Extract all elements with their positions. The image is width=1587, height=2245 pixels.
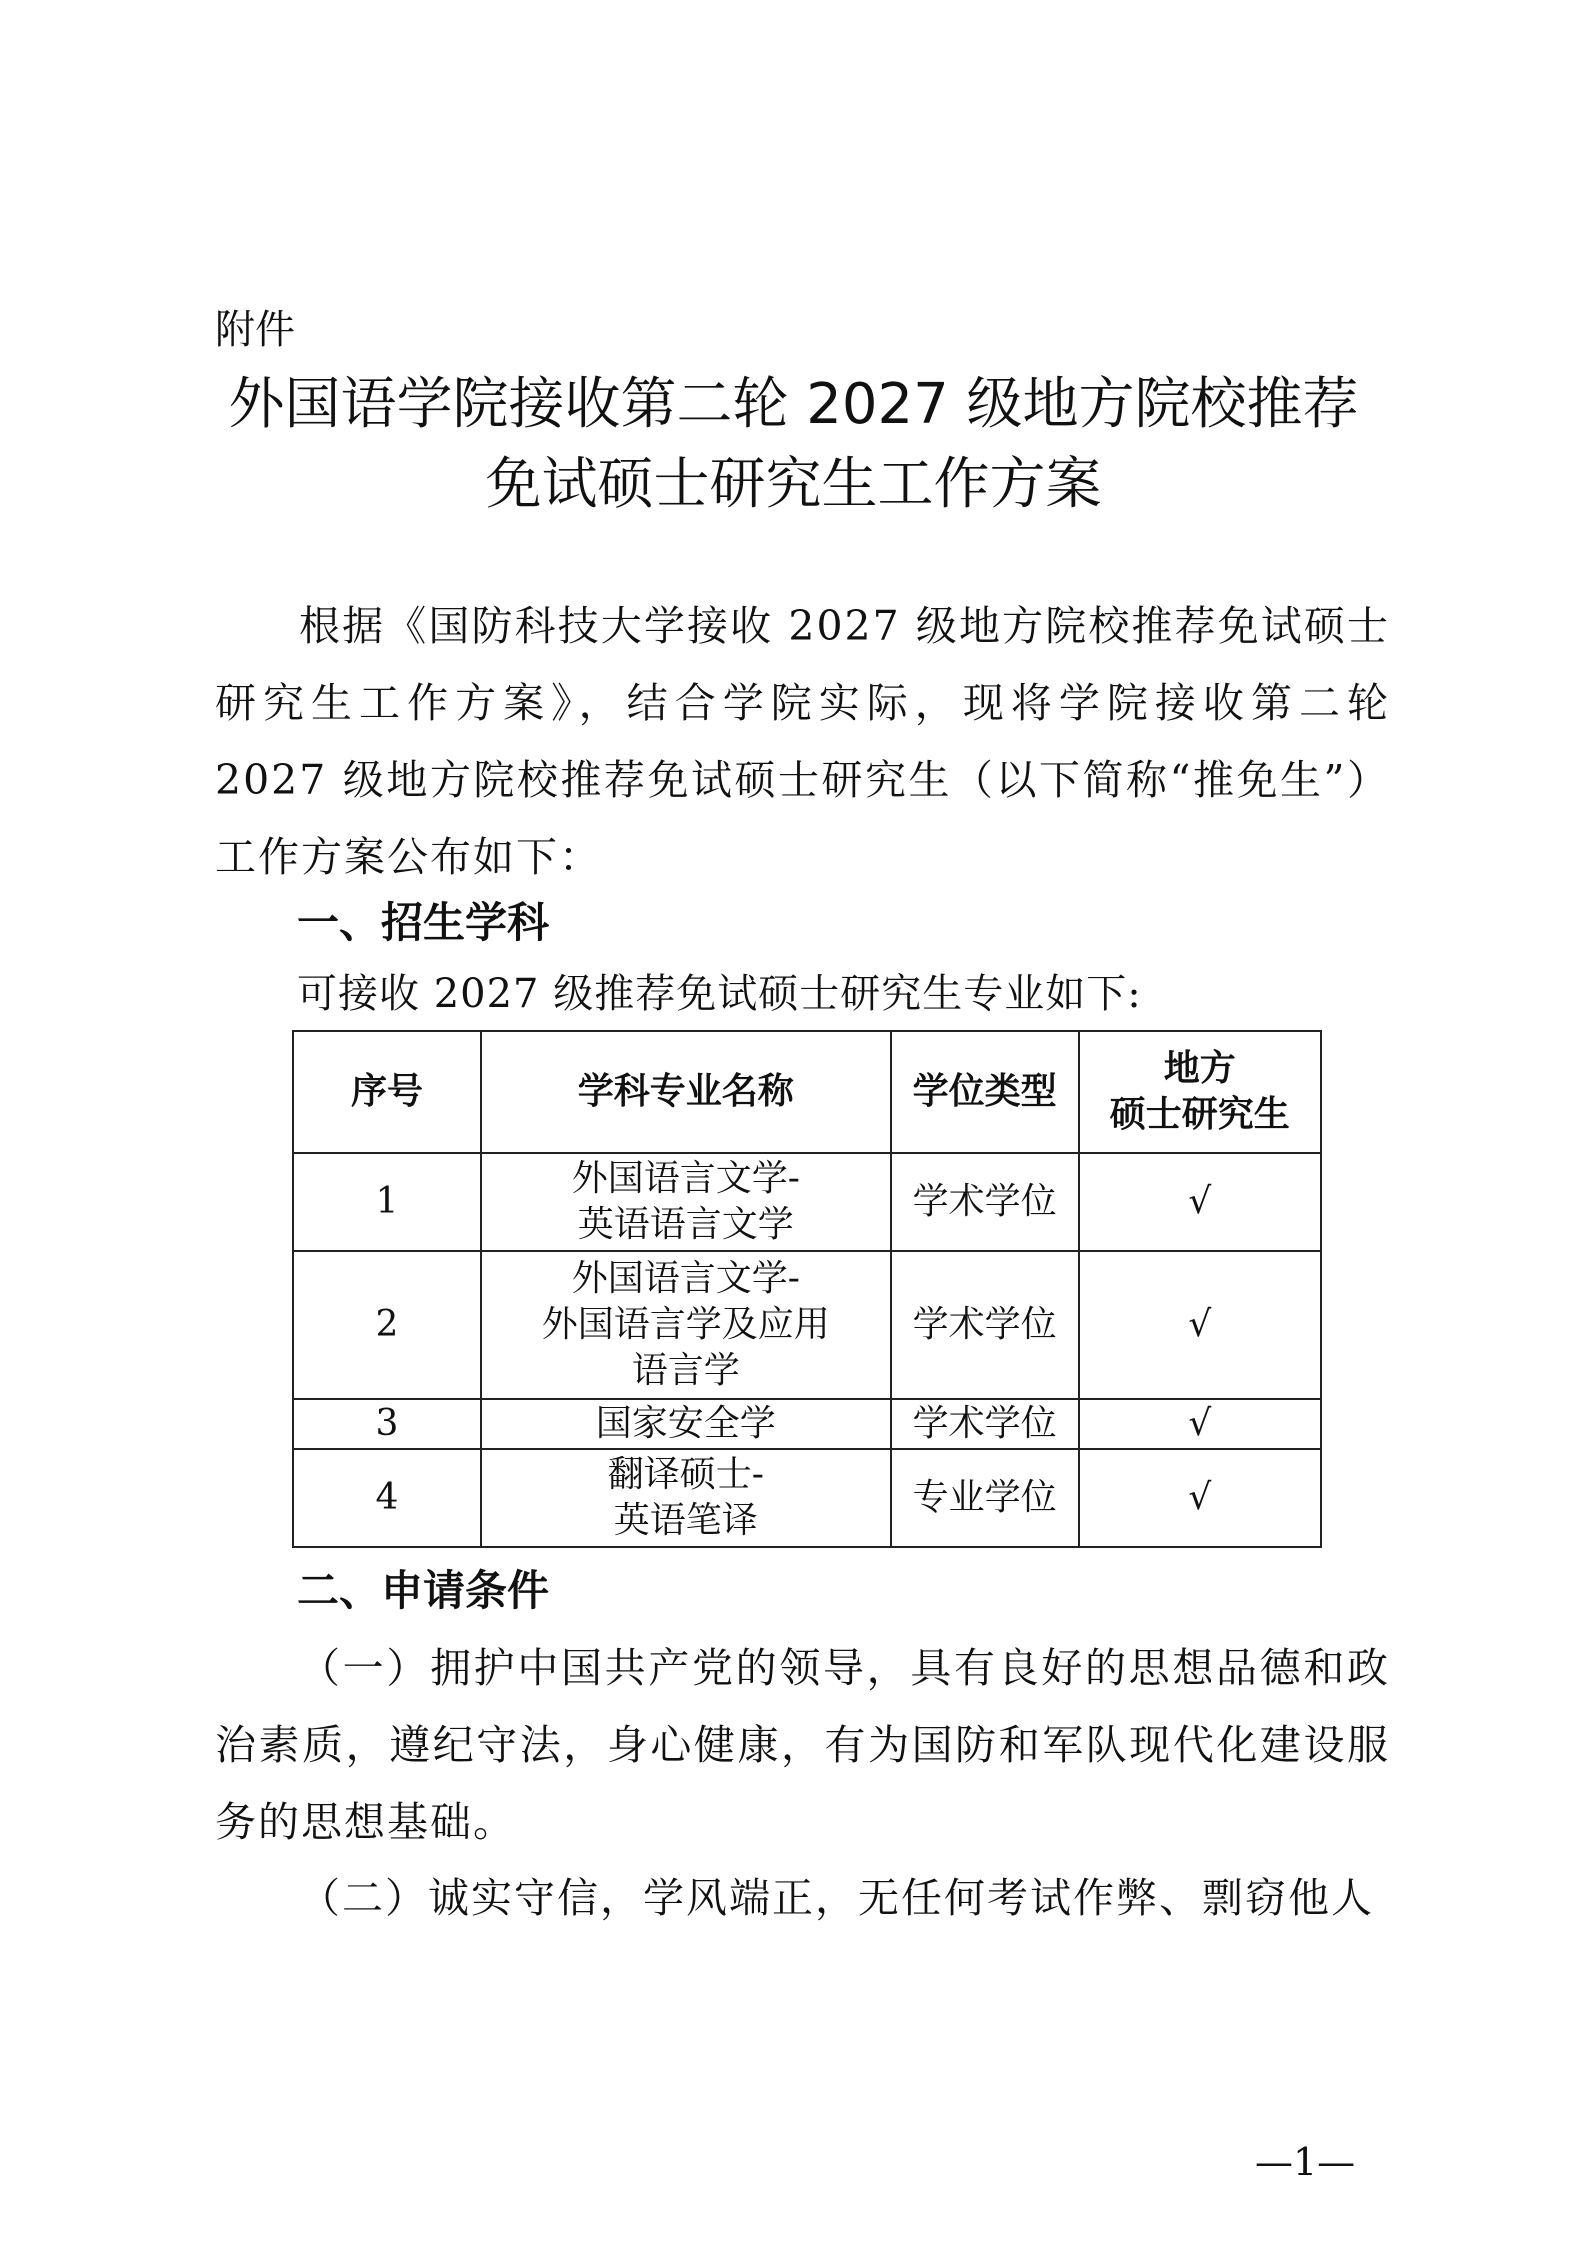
condition-paragraph-2: （二）诚实守信，学风端正，无任何考试作弊、剽窃他人 [299, 1874, 1374, 1922]
major-line: 外国语言文学- [571, 1258, 800, 1299]
header-major-name: 学科专业名称 [481, 1031, 891, 1153]
major-line: 外国语言文学- [571, 1158, 800, 1199]
header-degree-type: 学位类型 [891, 1031, 1079, 1153]
check-mark: √ [1079, 1251, 1321, 1399]
row-degree: 专业学位 [891, 1449, 1079, 1547]
table-intro-text: 可接收 2027 级推荐免试硕士研究生专业如下: [297, 971, 1142, 1017]
row-major: 国家安全学 [481, 1399, 891, 1449]
header-local-line1: 地方 [1163, 1048, 1236, 1089]
attachment-label: 附件 [215, 307, 295, 353]
majors-table [292, 1030, 1322, 1548]
major-line: 语言学 [631, 1350, 740, 1391]
row-degree: 学术学位 [891, 1399, 1079, 1449]
header-local-line2: 硕士研究生 [1109, 1094, 1290, 1135]
major-line: 翻译硕士- [607, 1454, 764, 1495]
condition-paragraph-1: （一）拥护中国共产党的领导，具有良好的思想品德和政治素质，遵纪守法，身心健康，有为国防和军队现代化建设服务的思想基础。 [215, 1644, 1390, 1846]
check-mark: √ [1079, 1153, 1321, 1251]
row-serial: 3 [293, 1399, 481, 1449]
row-major [481, 1251, 891, 1399]
row-degree: 学术学位 [891, 1251, 1079, 1399]
document-title-line-1: 外国语学院接收第二轮 2027 级地方院校推荐 [228, 372, 1359, 437]
row-serial: 2 [293, 1251, 481, 1399]
check-mark: √ [1079, 1449, 1321, 1547]
row-serial: 1 [293, 1153, 481, 1251]
row-serial: 4 [293, 1449, 481, 1547]
header-serial: 序号 [293, 1031, 481, 1153]
document-title-line-2: 免试硕士研究生工作方案 [485, 452, 1102, 517]
table-header-row [293, 1031, 1321, 1153]
major-line: 外国语言学及应用 [541, 1304, 830, 1345]
row-major [481, 1153, 891, 1251]
section-heading-application-conditions: 二、申请条件 [297, 1566, 550, 1615]
table-row [293, 1449, 1321, 1547]
check-mark: √ [1079, 1399, 1321, 1449]
section-heading-admission-subjects: 一、招生学科 [297, 898, 550, 947]
table-row [293, 1399, 1321, 1449]
row-major [481, 1449, 891, 1547]
page-number: —1— [1255, 2140, 1356, 2184]
row-degree: 学术学位 [891, 1153, 1079, 1251]
major-line: 英语语言文学 [577, 1204, 794, 1245]
table-row [293, 1153, 1321, 1251]
intro-paragraph: 根据《国防科技大学接收 2027 级地方院校推荐免试硕士研究生工作方案》，结合学院实际，现将学院接收第二轮 2027 级地方院校推荐免试硕士研究生（以下简称“推免生”）工作方案公布如下： [215, 602, 1390, 881]
header-local-master [1079, 1031, 1321, 1153]
major-line: 英语笔译 [613, 1500, 758, 1541]
table-row [293, 1251, 1321, 1399]
